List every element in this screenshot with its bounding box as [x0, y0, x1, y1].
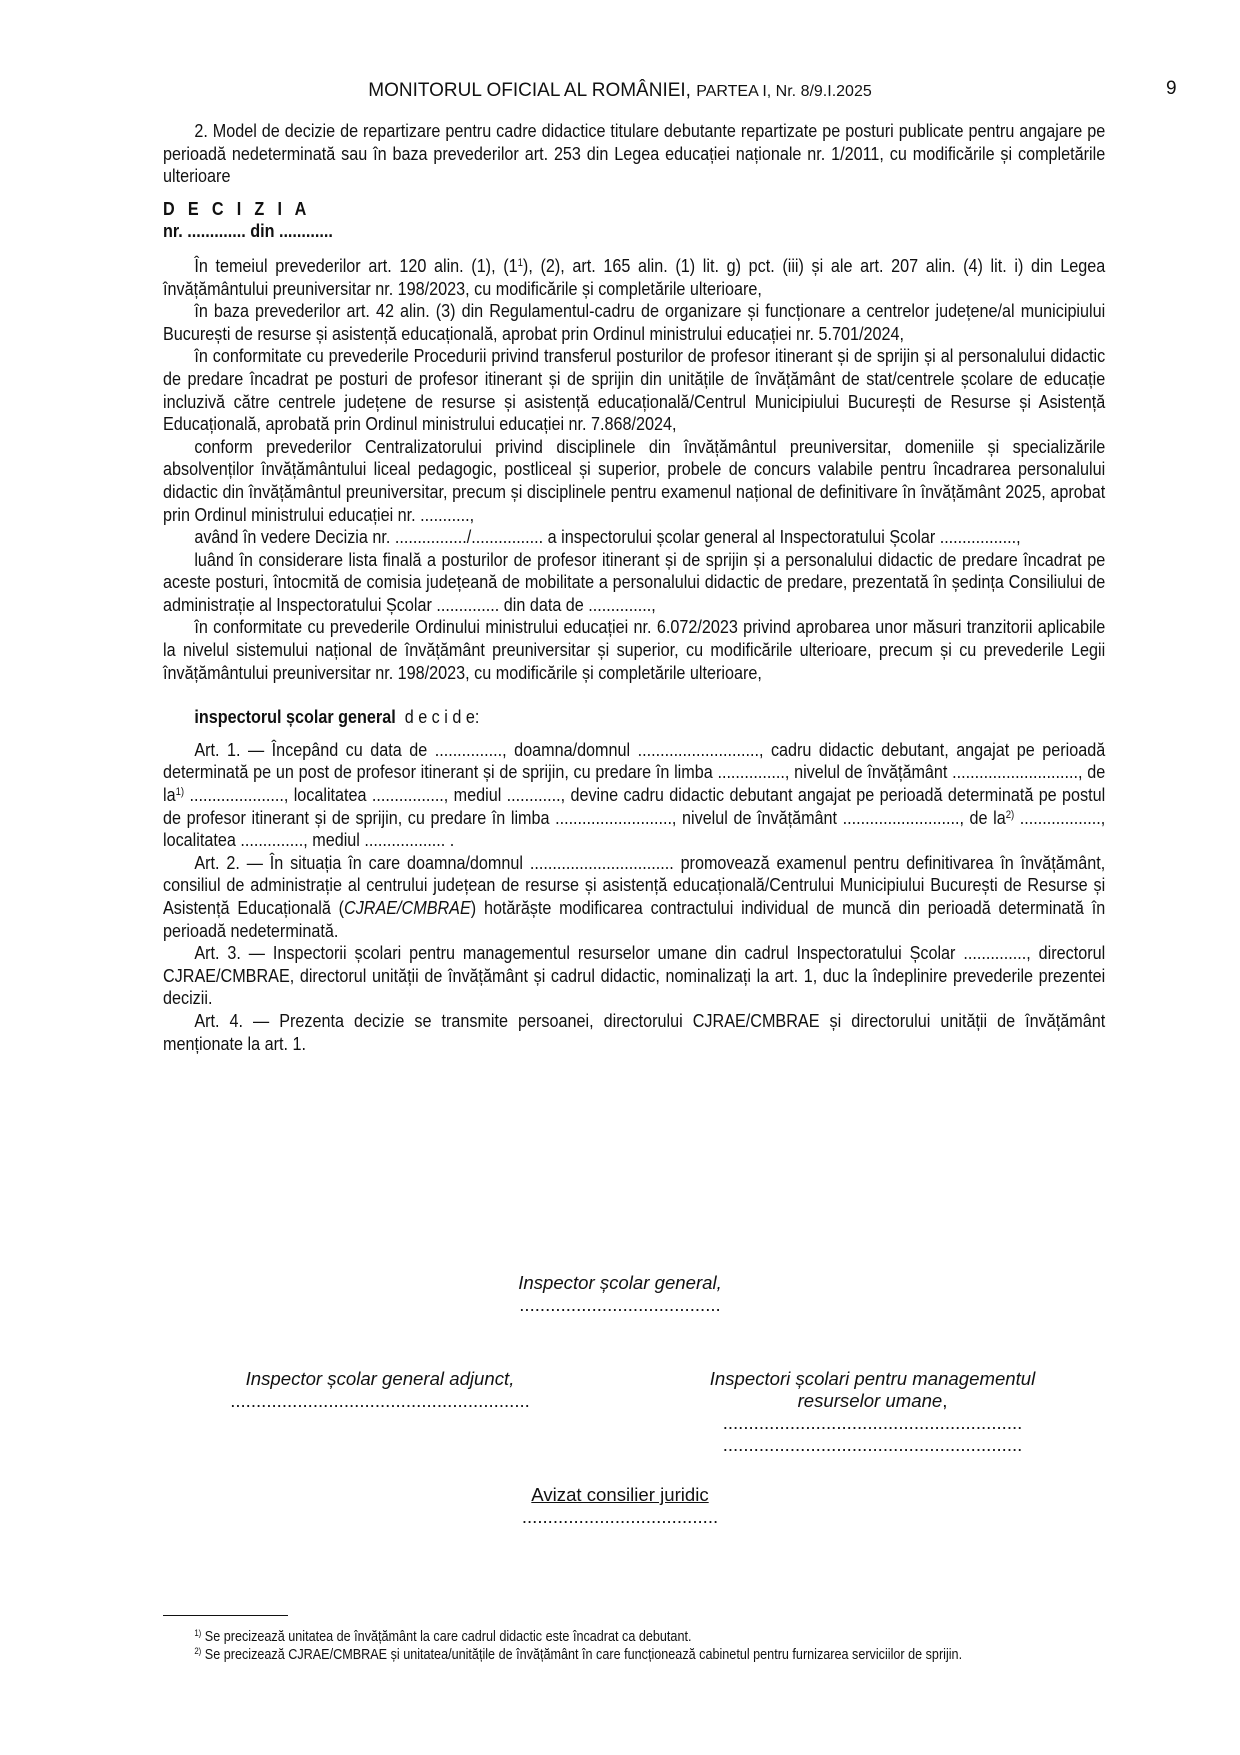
- preamble-paragraph: în conformitate cu prevederile Ordinului ministrului educației nr. 6.072/2023 privind aprobarea unor măsuri tranzitorii aplicabile la nivelul sistemului național de învățământ preuniversitar și superior, cu modificările ulterioare, precum și cu prevederile Legii învățământului preuniversitar nr. 198/2023, cu modificările și completările ulterioare,: [163, 616, 1106, 683]
- signature-adjunct: [170, 1368, 590, 1412]
- signature-hr: [650, 1368, 1095, 1456]
- text: Se precizează CJRAE/CMBRAE și unitatea/unitățile de învățământ în care funcționează cabinetul pentru furnizarea serviciilor de sprijin.: [201, 1647, 963, 1663]
- signature-dots: ......................................: [521, 1506, 719, 1527]
- footnote-1: [163, 1628, 1105, 1646]
- article-3: Art. 3. — Inspectorii școlari pentru managementul resurselor umane din cadrul Inspectoratului Școlar .............., directorul CJRAE/CMBRAE, directorul unității de învățământ și cadrul didactic, nominalizați la art. 1, duc la îndeplinire prevederile prezentei decizii.: [163, 942, 1106, 1009]
- decides-line: [163, 706, 1105, 729]
- footnotes: [163, 1628, 1105, 1664]
- preamble-paragraph: luând în considerare lista finală a posturilor de profesor itinerant și de sprijin și a personalului didactic de predare încadrat pe aceste posturi, întocmită de comisia județeană de mobilitate a personalului didactic de predare, prezentată în ședința Consiliului de administrație al Inspectoratului Școlar .............. din data de ..............,: [163, 548, 1106, 615]
- document-body: [163, 120, 1105, 1055]
- article-1: [163, 739, 1105, 852]
- footnote-marker: 2): [194, 1646, 202, 1656]
- signature-dots: ..........................................................: [722, 1434, 1023, 1455]
- page-number: 9: [1166, 78, 1177, 99]
- preamble-paragraph: conform prevederilor Centralizatorului privind disciplinele din învățământul preuniversitar, domeniile și specializările absolvenților învățământului liceal pedagogic, postliceal și superior, probele de concurs valabile pentru încadrarea personalului didactic din învățământul preuniversitar, precum și disciplinele pentru examenul național de definitivare în învățământ 2025, aprobat prin Ordinul ministrului educației nr. ...........,: [163, 435, 1106, 525]
- preamble-paragraph: având în vedere Decizia nr. ................/................ a inspectorului școlar general al Inspectoratului Școlar .................,: [194, 526, 1021, 548]
- text: Se precizează unitatea de învățământ la care cadrul didactic este încadrat ca debutant.: [201, 1629, 692, 1645]
- signature-legal: [420, 1484, 820, 1528]
- publication-issue: PARTEA I, Nr. 8/9.I.2025: [696, 83, 872, 100]
- signature-title: Inspector școlar general adjunct,: [245, 1368, 515, 1389]
- signature-title: Inspectori școlari pentru managementul: [709, 1368, 1036, 1389]
- footnote-ref: 1): [175, 786, 185, 799]
- preamble-paragraph: în conformitate cu prevederile Procedurii privind transferul posturilor de profesor itinerant și de sprijin și al personalului didactic de predare încadrat pe posturi de profesor itinerant și de sprijin din unitățile de învățământ de stat/centrele școlare de educație incluzivă către centrele județene de resurse și asistență educațională/Centrul Municipiului București de Resurse și Asistență Educațională, aprobată prin Ordinul ministrului educației nr. 7.868/2024,: [163, 345, 1106, 435]
- signature-dots: ..........................................................: [230, 1390, 530, 1411]
- text: .................., localitatea .............., mediul .................. .: [163, 806, 1106, 851]
- footnote-marker: 1): [194, 1628, 202, 1638]
- decides-verb: d e c i d e:: [404, 706, 480, 728]
- decision-title: D E C I Z I A: [163, 197, 311, 219]
- preamble-paragraph: [163, 255, 1105, 300]
- decider: inspectorul școlar general: [194, 706, 396, 728]
- text: În temeiul prevederilor art. 120 alin. (1), (1: [194, 254, 518, 276]
- signature-title: Avizat consilier juridic: [531, 1484, 709, 1505]
- signature-general: [420, 1272, 820, 1316]
- signature-dots: .......................................: [519, 1294, 721, 1315]
- article-2: [163, 852, 1105, 942]
- comma: ,: [942, 1390, 948, 1411]
- text: ....................., localitatea ................, mediul ............, devine cadru didactic debutant angajat pe perioadă determinată pe postul de profesor itinerant și de sprijin, cu predare în limba .........................., nivelul de învățământ .........................., de la: [163, 784, 1106, 828]
- footnote-ref: 2): [1005, 808, 1015, 821]
- abbreviation: CJRAE/CMBRAE: [344, 897, 471, 918]
- decision-number: nr. ............. din ............: [163, 220, 333, 242]
- text: ), (2), art. 165 alin. (1) lit. g) pct. (iii) și ale art. 207 alin. (4) lit. i) din Legea învățământului preuniversitar nr. 198/2023, cu modificările și completările ulterioare,: [163, 254, 1106, 299]
- text: ) hotărăște modificarea contractului individual de muncă din perioadă determinată în perioadă nedeterminată.: [163, 897, 1106, 941]
- intro-paragraph: 2. Model de decizie de repartizare pentru cadre didactice titulare debutante repartizate pe posturi publicate pentru angajare pe perioadă nedeterminată sau în baza prevederilor art. 253 din Legea educației naționale nr. 1/2011, cu modificările și completările ulterioare: [163, 120, 1106, 187]
- signature-title: Inspector școlar general,: [518, 1272, 722, 1293]
- signature-dots: ..........................................................: [722, 1412, 1023, 1433]
- footnote-2: [163, 1646, 1105, 1664]
- signature-title: resurselor umane: [797, 1390, 943, 1411]
- footnote-divider: [163, 1615, 288, 1616]
- page-header: [0, 80, 1240, 102]
- publication-title: MONITORUL OFICIAL AL ROMÂNIEI,: [368, 80, 697, 101]
- article-4: Art. 4. — Prezenta decizie se transmite persoanei, directorului CJRAE/CMBRAE și directorului unității de învățământ menționate la art. 1.: [163, 1009, 1106, 1054]
- superscript: 1: [517, 256, 523, 269]
- text: Art. 1. — Începând cu data de ..............., doamna/domnul ..........................., cadru didactic debutant, angajat pe perioadă determinată pe un post de profesor itinerant și de sprijin, cu predare în limba ..............., nivelul de învățământ ............................, de la: [163, 738, 1106, 806]
- preamble-paragraph: în baza prevederilor art. 42 alin. (3) din Regulamentul-cadru de organizare și funcționare a centrelor județene/al municipiului București de resurse și asistență educațională, aprobat prin Ordinul ministrului educației nr. 5.701/2024,: [163, 300, 1106, 344]
- text: Art. 2. — În situația în care doamna/domnul ................................ promovează examenul pentru definitivarea în învățământ, consiliul de administrație al centrului județean de resurse și asistență educațională/Centrului Municipiului București de Resurse și Asistență Educațională (: [163, 851, 1106, 918]
